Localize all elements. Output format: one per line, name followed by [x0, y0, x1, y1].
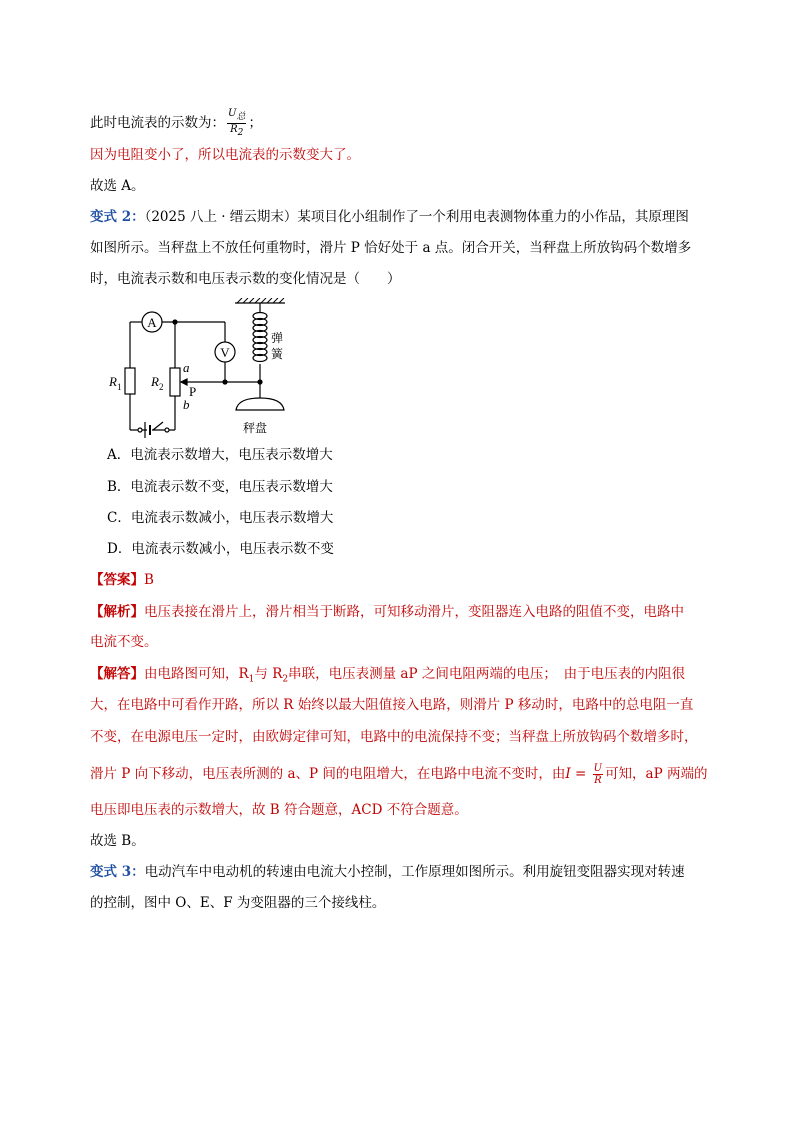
- solution-line2: 大，在电路中可看作开路，所以 R 始终以最大阻值接入电路，则滑片 P 移动时，电路中的总电阻一直: [90, 697, 694, 713]
- resistor-r2: [170, 368, 180, 396]
- solution-line1: [90, 664, 685, 690]
- answer-value: B: [144, 572, 154, 588]
- answer-tag: 【答案】: [90, 572, 144, 588]
- r2-label: $R_2$: [151, 374, 164, 392]
- point-a-label: a: [183, 360, 190, 375]
- sol4-b: 可知，aP 两端的: [605, 766, 708, 782]
- ohm-frac-num: U: [593, 763, 603, 774]
- solution-line5: 电压即电压表的示数增大，故 B 符合题意，ACD 不符合题意。: [90, 802, 468, 818]
- option-d: D．电流表示数减小，电压表示数不变: [107, 541, 334, 557]
- variant3-line1: [90, 862, 685, 882]
- sol1-sub2: 2: [282, 674, 289, 685]
- variant2-line3: 时，电流表示数和电压表示数的变化情况是（ ）: [90, 271, 401, 287]
- solution-line4: [90, 763, 708, 786]
- current-reading-suffix: ；: [248, 115, 262, 131]
- answer-line: [90, 570, 154, 590]
- spring-label-1: 弹: [271, 331, 284, 345]
- analysis-line2: 电流不变。: [90, 634, 158, 650]
- sol1-c: 串联，电压表测量 aP 之间电阻两端的电压； 由于电压表的内阻很: [288, 666, 686, 682]
- variant2-colon: ：: [131, 209, 145, 225]
- analysis-tag: 【解析】: [90, 604, 144, 620]
- ohm-formula-lhs: I =: [565, 766, 591, 782]
- intro-conclusion: 因为电阻变小了，所以电流表的示数变大了。: [90, 147, 360, 163]
- variant3-colon: ：: [131, 864, 145, 880]
- solution-tag: 【解答】: [90, 666, 144, 682]
- current-formula: [227, 108, 246, 139]
- sol1-sub1: 1: [248, 674, 255, 685]
- ohm-formula-fraction: [593, 763, 603, 786]
- frac-numerator: U: [228, 108, 237, 119]
- frac-denominator-sub: 2: [237, 128, 244, 138]
- current-reading-line: [90, 108, 262, 139]
- variant2-line1: [90, 207, 689, 227]
- option-b: B．电流表示数不变，电压表示数增大: [107, 479, 333, 495]
- solution-line3: 不变，在电源电压一定时，由欧姆定律可知，电路中的电流保持不变；当秤盘上所放钩码个数增多时，: [90, 729, 698, 745]
- current-reading-prefix: 此时电流表的示数为：: [90, 115, 225, 131]
- pan-label: 秤盘: [243, 421, 268, 435]
- sol1-a: 由电路图可知，R: [144, 666, 249, 682]
- slider-p-label: P: [189, 384, 197, 399]
- spring: [253, 313, 267, 362]
- frac-numerator-sub: 总: [236, 112, 246, 122]
- variant3-label: 变式 3: [90, 864, 132, 880]
- analysis-text1: 电压表接在滑片上，滑片相当于断路，可知移动滑片，变阻器连入电路的阻值不变，电路中: [144, 604, 684, 620]
- variant2-line2: 如图所示。当秤盘上不放任何重物时，滑片 P 恰好处于 a 点。闭合开关，当秤盘上所放钩码个数增多: [90, 240, 692, 256]
- spring-label-2: 簧: [271, 347, 284, 361]
- circuit-diagram: [105, 298, 305, 438]
- variant3-line2: 的控制，图中 O、E、F 为变阻器的三个接线柱。: [90, 895, 386, 911]
- resistor-r1: [125, 368, 135, 394]
- variant2-text1: （2025 八上 · 缙云期末）某项目化小组制作了一个利用电表测物体重力的小作品，其原理图: [144, 209, 689, 225]
- frac-denominator: R: [230, 124, 238, 135]
- ammeter-label: A: [147, 315, 157, 330]
- intro-choice: 故选 A。: [90, 178, 145, 194]
- option-a: A．电流表示数增大，电压表示数增大: [107, 447, 333, 463]
- variant3-text1: 电动汽车中电动机的转速由电流大小控制，工作原理如图所示。利用旋钮变阻器实现对转速: [144, 864, 685, 880]
- variant2-choice: 故选 B。: [90, 833, 145, 849]
- r1-label: $R_1$: [109, 374, 122, 392]
- point-b-label: b: [183, 397, 190, 412]
- sol4-a: 滑片 P 向下移动，电压表所测的 a、P 间的电阻增大，在电路中电流不变时，由: [90, 766, 566, 782]
- option-c: C．电流表示数减小，电压表示数增大: [107, 510, 334, 526]
- analysis-line1: [90, 602, 684, 622]
- sol1-b: 与 R: [254, 666, 283, 682]
- variant2-label: 变式 2: [90, 209, 132, 225]
- ohm-frac-den: R: [594, 775, 602, 786]
- voltmeter-label: V: [220, 345, 230, 360]
